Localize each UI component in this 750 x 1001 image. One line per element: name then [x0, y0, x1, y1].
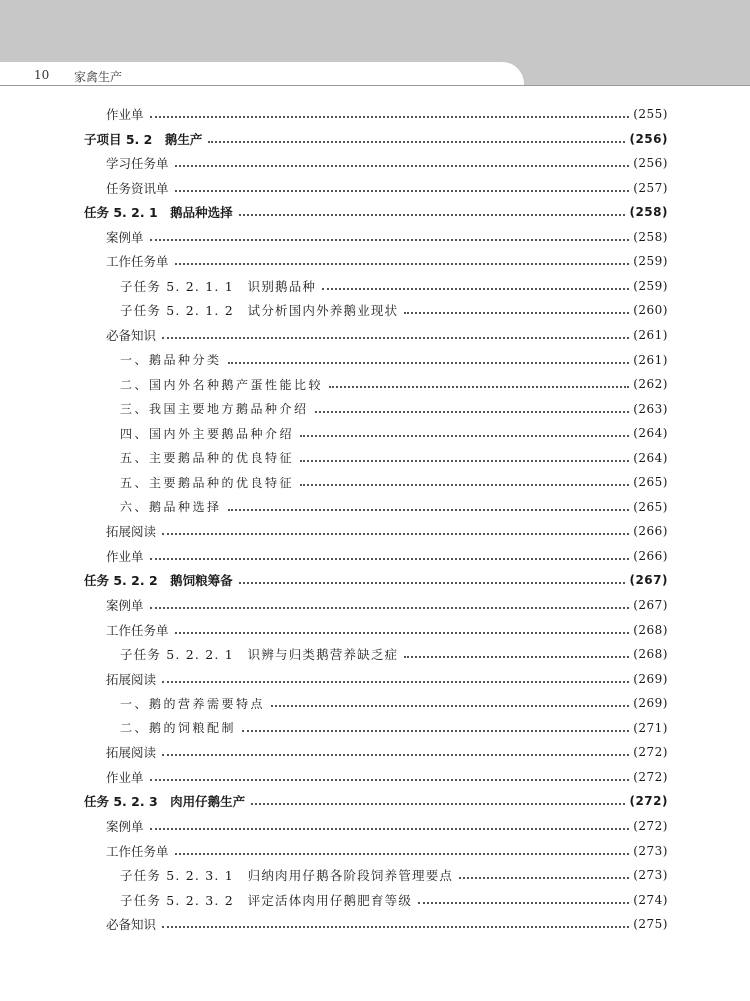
toc-entry-label: 子项目 5. 2 鹅生产 [84, 131, 203, 147]
toc-entry-label: 拓展阅读 [106, 524, 157, 540]
toc-entry-page: (267) [629, 573, 668, 588]
toc-entry[interactable] [120, 642, 668, 666]
toc-dot-leader [162, 926, 629, 928]
toc-entry[interactable] [120, 397, 668, 421]
toc-entry-label: 四、国内外主要鹅品种介绍 [120, 426, 295, 441]
toc-entry[interactable] [120, 372, 668, 396]
toc-entry-page: (264) [633, 450, 668, 465]
toc-dot-leader [175, 165, 630, 167]
toc-entry[interactable] [106, 225, 668, 249]
toc-entry-label: 拓展阅读 [106, 671, 157, 687]
toc-entry-label: 案例单 [106, 229, 144, 245]
page-number: 10 [34, 68, 50, 82]
toc-entry[interactable] [106, 151, 668, 175]
toc-entry-label: 子任务 5. 2. 3. 1 归纳肉用仔鹅各阶段饲养管理要点 [120, 868, 454, 884]
toc-entry[interactable] [120, 446, 668, 470]
toc-dot-leader [162, 337, 629, 339]
toc-entry[interactable] [106, 249, 668, 273]
toc-entry-label: 任务资讯单 [106, 180, 169, 196]
toc-dot-leader [175, 190, 630, 192]
toc-entry-label: 工作任务单 [106, 622, 169, 638]
toc-entry-label: 任务 5. 2. 2 鹅饲粮筹备 [84, 573, 233, 589]
toc-entry[interactable] [106, 765, 668, 789]
toc-entry-label: 必备知识 [106, 327, 157, 343]
toc-entry-label: 子任务 5. 2. 1. 2 试分析国内外养鹅业现状 [120, 303, 399, 319]
header-rule [0, 85, 750, 86]
toc-dot-leader [150, 828, 630, 830]
toc-dot-leader [162, 754, 629, 756]
toc-entry-page: (272) [633, 745, 668, 760]
toc-entry-page: (255) [633, 107, 668, 121]
toc-entry-page: (269) [633, 696, 668, 711]
toc-entry[interactable] [106, 544, 668, 568]
toc-entry[interactable] [120, 470, 668, 494]
toc-entry[interactable] [120, 495, 668, 519]
toc-entry-page: (258) [633, 229, 668, 244]
toc-entry[interactable] [84, 127, 668, 151]
toc-entry-label: 案例单 [106, 818, 144, 834]
toc-entry-page: (269) [633, 671, 668, 686]
toc-entry-label: 一、鹅品种分类 [120, 353, 222, 367]
toc-dot-leader [300, 460, 629, 462]
toc-entry-label: 六、鹅品种选择 [120, 500, 222, 515]
toc-entry-page: (257) [633, 180, 668, 195]
toc-entry-label: 二、国内外名种鹅产蛋性能比较 [120, 377, 324, 392]
toc-entry[interactable] [120, 716, 668, 740]
toc-dot-leader [239, 214, 626, 216]
toc-dot-leader [459, 877, 629, 879]
toc-entry-label: 工作任务单 [106, 254, 169, 270]
toc-dot-leader [418, 902, 629, 904]
toc-dot-leader [150, 779, 630, 781]
toc-entry-page: (266) [633, 524, 668, 539]
toc-entry-label: 五、主要鹅品种的优良特征 [120, 475, 295, 490]
toc-dot-leader [300, 484, 629, 486]
toc-dot-leader [175, 263, 630, 265]
toc-dot-leader [228, 362, 630, 364]
toc-dot-leader [208, 141, 625, 143]
toc-dot-leader [329, 386, 629, 388]
toc-entry-page: (268) [633, 647, 668, 662]
toc-dot-leader [271, 705, 629, 707]
toc-entry[interactable] [120, 274, 668, 298]
toc-entry-page: (262) [633, 377, 668, 392]
toc-entry-page: (265) [633, 475, 668, 490]
toc-entry-page: (267) [633, 598, 668, 612]
toc-entry-page: (273) [633, 843, 668, 858]
toc-entry[interactable] [106, 814, 668, 838]
toc-entry-label: 学习任务单 [106, 156, 169, 172]
toc-entry-page: (256) [633, 156, 668, 171]
toc-entry-label: 必备知识 [106, 917, 157, 933]
toc-entry[interactable] [120, 421, 668, 445]
toc-entry-page: (263) [633, 401, 668, 416]
toc-entry-label: 二、鹅的饲粮配制 [120, 721, 237, 736]
toc-entry-page: (258) [629, 205, 668, 220]
toc-entry-label: 工作任务单 [106, 843, 169, 859]
toc-entry-page: (271) [633, 720, 668, 735]
toc-entry-label: 子任务 5. 2. 3. 2 评定活体肉用仔鹅肥育等级 [120, 892, 413, 908]
toc-dot-leader [228, 509, 630, 511]
toc-entry-page: (264) [633, 426, 668, 441]
toc-dot-leader [251, 803, 625, 805]
toc-entry[interactable] [120, 691, 668, 715]
toc-entry[interactable] [120, 888, 668, 912]
toc-entry-page: (274) [633, 892, 668, 907]
toc-dot-leader [162, 533, 629, 535]
toc-entry-label: 子任务 5. 2. 1. 1 识别鹅品种 [120, 278, 317, 294]
toc-entry[interactable] [106, 839, 668, 863]
toc-entry-label: 作业单 [106, 769, 144, 785]
toc-entry[interactable] [106, 740, 668, 764]
toc-dot-leader [175, 632, 630, 634]
toc-entry[interactable] [106, 593, 668, 617]
toc-entry[interactable] [120, 298, 668, 322]
toc-entry[interactable] [84, 568, 668, 592]
toc-entry-label: 任务 5. 2. 1 鹅品种选择 [84, 205, 233, 221]
toc-entry-page: (266) [633, 548, 668, 563]
toc-dot-leader [150, 607, 630, 609]
toc-entry-label: 五、主要鹅品种的优良特征 [120, 451, 295, 466]
toc-entry[interactable] [106, 323, 668, 347]
toc-entry-label: 作业单 [106, 548, 144, 564]
toc-dot-leader [404, 656, 629, 658]
toc-entry[interactable] [84, 789, 668, 813]
toc-entry-page: (256) [629, 131, 668, 146]
toc-entry[interactable] [106, 519, 668, 543]
toc-entry-page: (260) [633, 303, 668, 318]
toc-dot-leader [404, 312, 629, 314]
book-title: 家禽生产 [74, 70, 123, 84]
toc-entry-page: (272) [633, 769, 668, 784]
toc-entry-page: (268) [633, 622, 668, 637]
toc-dot-leader [150, 116, 630, 118]
toc-entry-label: 一、鹅的营养需要特点 [120, 696, 266, 711]
toc-entry-label: 三、我国主要地方鹅品种介绍 [120, 402, 309, 417]
toc-entry-page: (265) [633, 499, 668, 514]
toc-entry-label: 作业单 [106, 107, 144, 122]
toc-entry-page: (259) [633, 254, 668, 269]
toc-entry-page: (275) [633, 917, 668, 932]
toc-dot-leader [162, 681, 629, 683]
toc-dot-leader [300, 435, 629, 437]
toc-entry[interactable] [120, 348, 668, 372]
toc-dot-leader [175, 853, 630, 855]
toc-entry-label: 任务 5. 2. 3 肉用仔鹅生产 [84, 794, 246, 810]
toc-entry[interactable] [106, 618, 668, 642]
toc-entry-page: (272) [633, 818, 668, 833]
toc-dot-leader [242, 730, 629, 732]
toc-dot-leader [239, 582, 626, 584]
toc-entry[interactable] [106, 176, 668, 200]
toc-dot-leader [322, 288, 629, 290]
toc-entry-label: 案例单 [106, 598, 144, 613]
toc-entry-page: (272) [629, 794, 668, 809]
toc-entry[interactable] [106, 102, 668, 126]
toc-entry-label: 拓展阅读 [106, 745, 157, 761]
toc-dot-leader [150, 558, 630, 560]
toc-dot-leader [150, 239, 630, 241]
toc-dot-leader [315, 411, 630, 413]
toc-entry[interactable] [106, 912, 668, 936]
toc-entry-page: (259) [633, 278, 668, 293]
toc-entry-label: 子任务 5. 2. 2. 1 识辨与归类鹅营养缺乏症 [120, 647, 399, 663]
toc-entry[interactable] [120, 863, 668, 887]
toc-entry[interactable] [106, 667, 668, 691]
toc-entry[interactable] [84, 200, 668, 224]
toc-entry-page: (261) [633, 352, 668, 367]
toc-entry-page: (273) [633, 868, 668, 883]
toc-entry-page: (261) [633, 327, 668, 342]
